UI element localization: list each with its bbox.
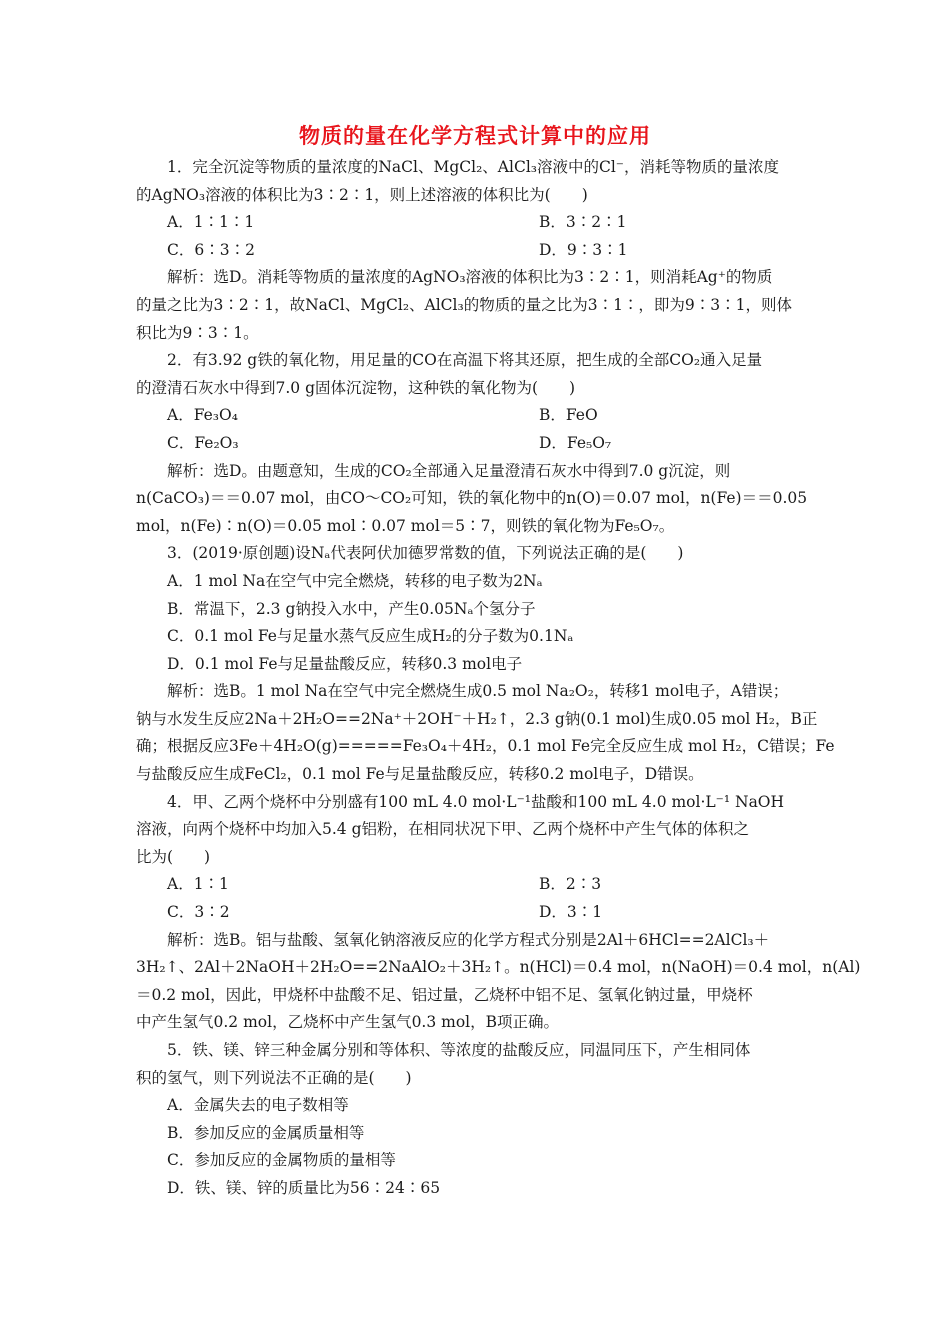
question-2-options-row-2 [136, 430, 816, 458]
question-4-line-1: 4．甲、乙两个烧杯中分别盛有100 mL 4.0 mol·L⁻¹盐酸和100 mL 4.0 mol·L⁻¹ NaOH [167, 792, 785, 811]
question-2-line-1: 2．有3.92 g铁的氧化物，用足量的CO在高温下将其还原，把生成的全部CO₂通入足量 [167, 351, 763, 370]
question-1-line-2: 的AgNO₃溶液的体积比为3∶2∶1，则上述溶液的体积比为( ) [136, 185, 588, 204]
analysis-1-line-1: 解析：选D。消耗等物质的量浓度的AgNO₃溶液的体积比为3∶2∶1，则消耗Ag⁺的物质 [167, 268, 773, 287]
analysis-3-line-2: 钠与水发生反应2Na＋2H₂O==2Na⁺＋2OH⁻＋H₂↑，2.3 g钠(0.1 mol)生成0.05 mol H₂，B正 [136, 709, 818, 728]
option-b: B．3∶2∶1 [539, 213, 627, 232]
question-4-line-3: 比为( ) [136, 847, 211, 866]
question-3-line-1: 3．(2019·原创题)设Nₐ代表阿伏加德罗常数的值，下列说法正确的是( ) [167, 544, 684, 563]
option-a: A．1∶1 [167, 875, 229, 894]
option-b: B．FeO [539, 406, 598, 425]
question-4-line-2: 溶液，向两个烧杯中均加入5.4 g铝粉，在相同状况下甲、乙两个烧杯中产生气体的体积之 [136, 820, 750, 839]
question-5-line-1: 5．铁、镁、锌三种金属分别和等体积、等浓度的盐酸反应，同温同压下，产生相同体 [167, 1041, 751, 1059]
analysis-2-line-1: 解析：选D。由题意知，生成的CO₂全部通入足量澄清石灰水中得到7.0 g沉淀，则 [167, 461, 731, 480]
option-b: B．参加反应的金属质量相等 [167, 1123, 365, 1142]
option-a: A．金属失去的电子数相等 [167, 1096, 349, 1115]
option-c: C．参加反应的金属物质的量相等 [167, 1151, 396, 1170]
option-c: C．Fe₂O₃ [167, 433, 239, 452]
option-b: B．常温下，2.3 g钠投入水中，产生0.05Nₐ个氢分子 [167, 599, 536, 618]
analysis-2-line-3: mol，n(Fe)∶n(O)＝0.05 mol∶0.07 mol＝5∶7，则铁的氧化物为Fe₅O₇。 [136, 516, 675, 535]
analysis-4-line-1: 解析：选B。铝与盐酸、氢氧化钠溶液反应的化学方程式分别是2Al＋6HCl==2AlCl₃＋ [167, 930, 770, 949]
option-c: C．6∶3∶2 [167, 240, 255, 259]
question-1-line-1: 1．完全沉淀等物质的量浓度的NaCl、MgCl₂、AlCl₃溶液中的Cl⁻，消耗等物质的量浓度 [167, 158, 779, 176]
question-5-line-2: 积的氢气，则下列说法不正确的是( ) [136, 1068, 412, 1087]
option-a: A．1 mol Na在空气中完全燃烧，转移的电子数为2Nₐ [167, 571, 543, 590]
document-body [136, 154, 861, 1203]
analysis-4-line-2: 3H₂↑、2Al＋2NaOH＋2H₂O==2NaAlO₂＋3H₂↑。n(HCl)＝0.4 mol，n(NaOH)＝0.4 mol，n(Al) [136, 958, 861, 977]
option-d: D．9∶3∶1 [539, 240, 628, 259]
analysis-1-line-3: 积比为9∶3∶1。 [136, 323, 259, 342]
analysis-4-line-3: ＝0.2 mol，因此，甲烧杯中盐酸不足、铝过量，乙烧杯中铝不足、氢氧化钠过量，甲烧杯 [136, 985, 753, 1004]
question-1-options-row-2 [136, 237, 816, 265]
analysis-3-line-1: 解析：选B。1 mol Na在空气中完全燃烧生成0.5 mol Na₂O₂，转移1 mol电子，A错误； [167, 682, 789, 701]
option-d: D．铁、镁、锌的质量比为56∶24∶65 [167, 1178, 441, 1197]
question-4-options-row-1 [136, 871, 816, 899]
option-c: C．0.1 mol Fe与足量水蒸气反应生成H₂的分子数为0.1Nₐ [167, 627, 574, 646]
option-d: D．3∶1 [539, 903, 603, 922]
analysis-4-line-4: 中产生氢气0.2 mol，乙烧杯中产生氢气0.3 mol，B项正确。 [136, 1013, 560, 1032]
option-c: C．3∶2 [167, 903, 230, 922]
question-4-options-row-2 [136, 899, 816, 927]
analysis-1-line-2: 的量之比为3∶2∶1，故NaCl、MgCl₂、AlCl₃的物质的量之比为3∶1∶，即为9∶3∶1，则体 [136, 295, 793, 314]
analysis-3-line-3: 确；根据反应3Fe＋4H₂O(g)=====Fe₃O₄＋4H₂，0.1 mol Fe完全反应生成 mol H₂，C错误；Fe [136, 737, 835, 756]
option-a: A．1∶1∶1 [167, 213, 255, 232]
option-a: A．Fe₃O₄ [167, 406, 238, 425]
option-d: D．0.1 mol Fe与足量盐酸反应，转移0.3 mol电子 [167, 654, 523, 673]
question-2-options-row-1 [136, 402, 816, 430]
page-title: 物质的量在化学方程式计算中的应用 [299, 123, 651, 148]
option-b: B．2∶3 [539, 875, 602, 894]
analysis-2-line-2: n(CaCO₃)＝＝0.07 mol，由CO～CO₂可知，铁的氧化物中的n(O)＝0.07 mol，n(Fe)＝＝0.05 [136, 489, 808, 508]
option-d: D．Fe₅O₇ [539, 433, 612, 452]
question-1-options-row-1 [136, 209, 816, 237]
analysis-3-line-4: 与盐酸反应生成FeCl₂，0.1 mol Fe与足量盐酸反应，转移0.2 mol电子，D错误。 [136, 765, 704, 784]
question-2-line-2: 的澄清石灰水中得到7.0 g固体沉淀物，这种铁的氧化物为( ) [136, 378, 576, 397]
